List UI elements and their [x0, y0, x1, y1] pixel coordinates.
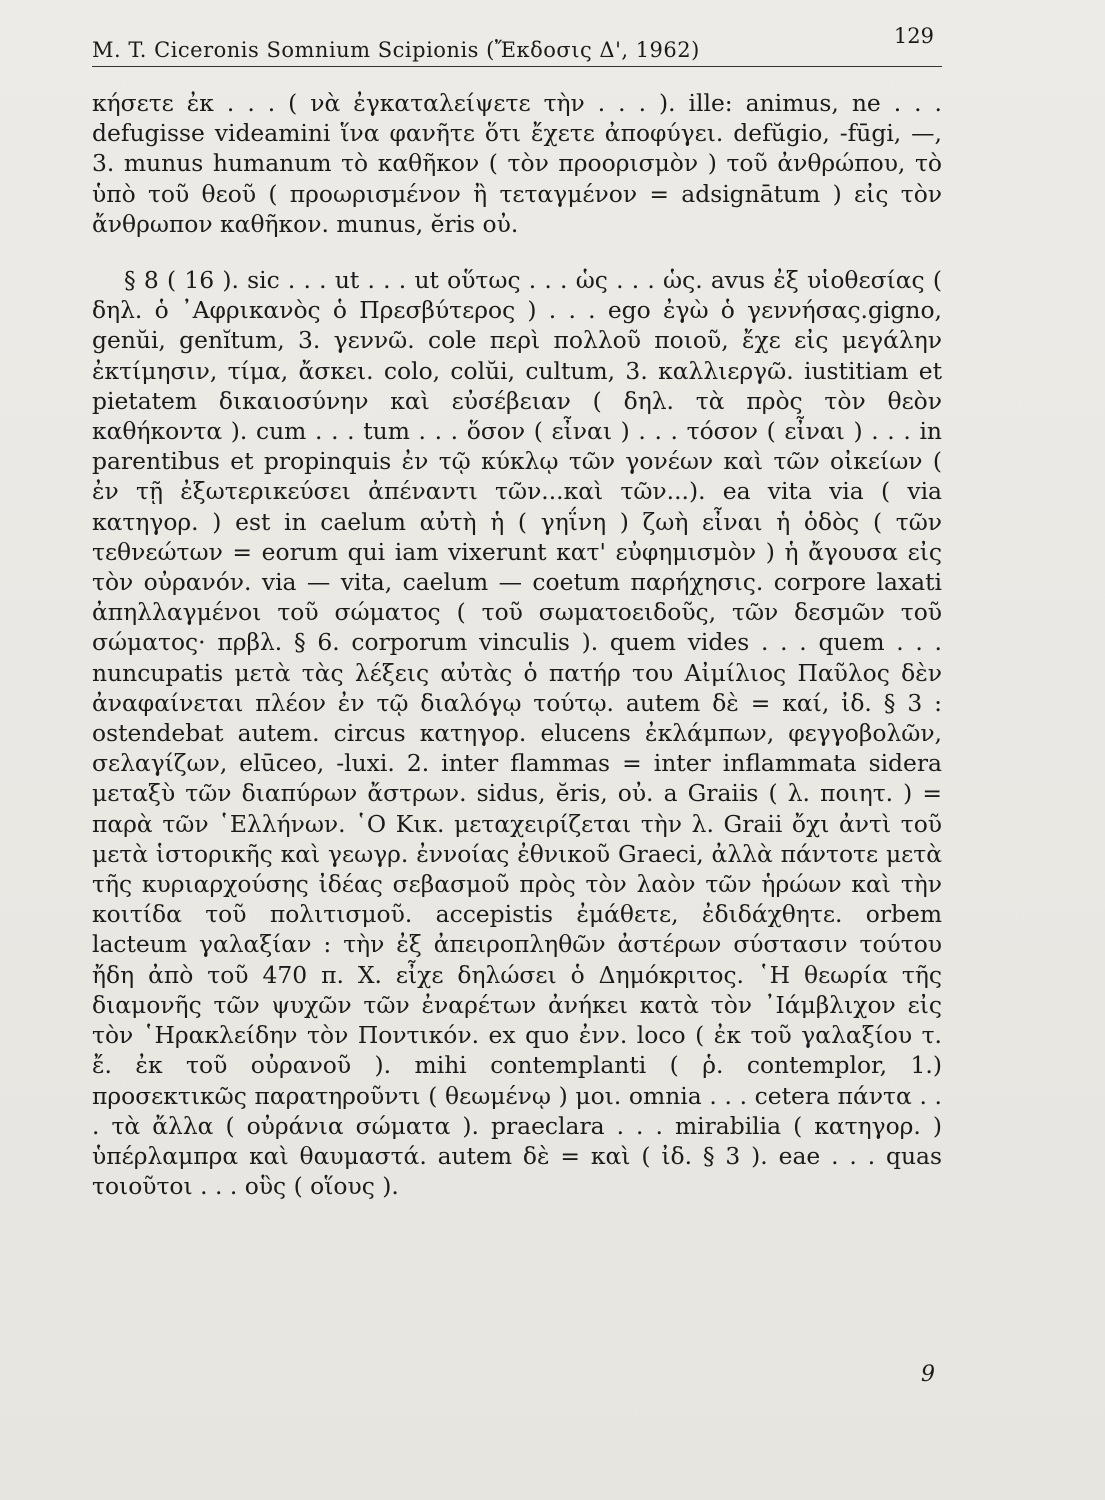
paragraph-1: κήσετε ἐκ . . . ( νὰ ἐγκαταλείψετε τὴν . . . ). ille: animus, ne . . . defugisse videamini ἵνα φανῆτε ὅτι ἔχετε ἀποφύγει. defŭgio, -fūgi, —, 3. munus humanum τὸ καθῆκον ( τὸν προορισμὸν ) τοῦ ἀνθρώπου, τὸ ὑπὸ τοῦ θεοῦ ( προωρισμένον ἢ τεταγμένον = adsignātum ) εἰς τὸν ἄνθρωπον καθῆκον. munus, ĕris οὐ.: [92, 89, 942, 238]
paragraph-2: § 8 ( 16 ). sic . . . ut . . . ut οὕτως . . . ὡς . . . ὡς. avus ἐξ υἱοθεσίας ( δηλ. ὁ ᾿Αφρικανὸς ὁ Πρεσβύτερος ) . . . ego ἐγὼ ὁ γεννήσας.gigno, genŭi, genĭtum, 3. γεννῶ. cole περὶ πολλοῦ ποιοῦ, ἔχε εἰς μεγάλην ἐκτίμησιν, τίμα, ἄσκει. colo, colŭi, cultum, 3. καλλιεργῶ. iustitiam et pietatem δικαιοσύνην καὶ εὐσέβειαν ( δηλ. τὰ πρὸς τὸν θεὸν καθήκοντα ). cum . . . tum . . . ὅσον ( εἶναι ) . . . τόσον ( εἶναι ) . . . in parentibus et propinquis ἐν τῷ κύκλῳ τῶν γονέων καὶ τῶν οἰκείων ( ἐν τῇ ἐξωτερικεύσει ἀπέναντι τῶν...καὶ τῶν...). ea vita via ( via κατηγορ. ) est in caelum αὐτὴ ἡ ( γηΐνη ) ζωὴ εἶναι ἡ ὁδὸς ( τῶν τεθνεώτων = eorum qui iam vixerunt κατ' εὐφημισμὸν ) ἡ ἄγουσα εἰς τὸν οὐρανόν. via — vita, caelum — coetum παρήχησις. corpore laxati ἀπηλλαγμένοι τοῦ σώματος ( τοῦ σωματοειδοῦς, τῶν δεσμῶν τοῦ σώματος· πρβλ. § 6. corporum vinculis ). quem vides . . . quem . . . nuncupatis μετὰ τὰς λέξεις αὐτὰς ὁ πατήρ του Αἰμίλιος Παῦλος δὲν ἀναφαίνεται πλέον ἐν τῷ διαλόγῳ τούτῳ. autem δὲ = καί, ἰδ. § 3 : ostendebat autem. circus κατηγορ. elucens ἐκλάμπων, φεγγοβολῶν, σελαγίζων, elūceo, -luxi. 2. inter flammas = inter inflammata sidera μεταξὺ τῶν διαπύρων ἄστρων. sidus, ĕris, οὐ. a Graiis ( λ. ποιητ. ) = παρὰ τῶν ῾Ελλήνων. ῾Ο Κικ. μεταχειρίζεται τὴν λ. Graii ὄχι ἀντὶ τοῦ μετὰ ἱστορικῆς καὶ γεωγρ. ἐννοίας ἐθνικοῦ Graeci, ἀλλὰ πάντοτε μετὰ τῆς κυριαρχούσης ἰδέας σεβασμοῦ πρὸς τὸν λαὸν τῶν ἡρώων καὶ τὴν κοιτίδα τοῦ πολιτισμοῦ. accepistis ἐμάθετε, ἐδιδάχθητε. orbem lacteum γαλαξίαν : τὴν ἐξ ἀπειροπληθῶν ἀστέρων σύστασιν τούτου ἤδη ἀπὸ τοῦ 470 π. Χ. εἶχε δηλώσει ὁ Δημόκριτος. ῾Η θεωρία τῆς διαμονῆς τῶν ψυχῶν τῶν ἐναρέτων ἀνήκει κατὰ τὸν ᾿Ιάμβλιχον εἰς τὸν ῾Ηρακλείδην τὸν Ποντικόν. ex quo ἐνν. loco ( ἐκ τοῦ γαλαξίου τ. ἔ. ἐκ τοῦ οὐρανοῦ ). mihi contemplanti ( ῥ. contemplor, 1.) προσεκτικῶς παρατηροῦντι ( θεωμένῳ ) μοι. omnia . . . cetera πάντα . . . τὰ ἄλλα ( οὐράνια σώματα ). praeclara . . . mirabilia ( κατηγορ. ) ὑπέρλαμπρα καὶ θαυμαστά. autem δὲ = καὶ ( ἰδ. § 3 ). eae . . . quas τοιοῦτοι . . . οὓς ( οἵους ).: [92, 266, 942, 1201]
commentary-text: [92, 88, 942, 1201]
page-number: 129: [893, 24, 934, 48]
page-header: [92, 22, 942, 67]
running-title: M. T. Ciceronis Somnium Scipionis (Ἔκδοσις Δ', 1962): [92, 38, 700, 62]
signature-mark: 9: [921, 1362, 935, 1387]
